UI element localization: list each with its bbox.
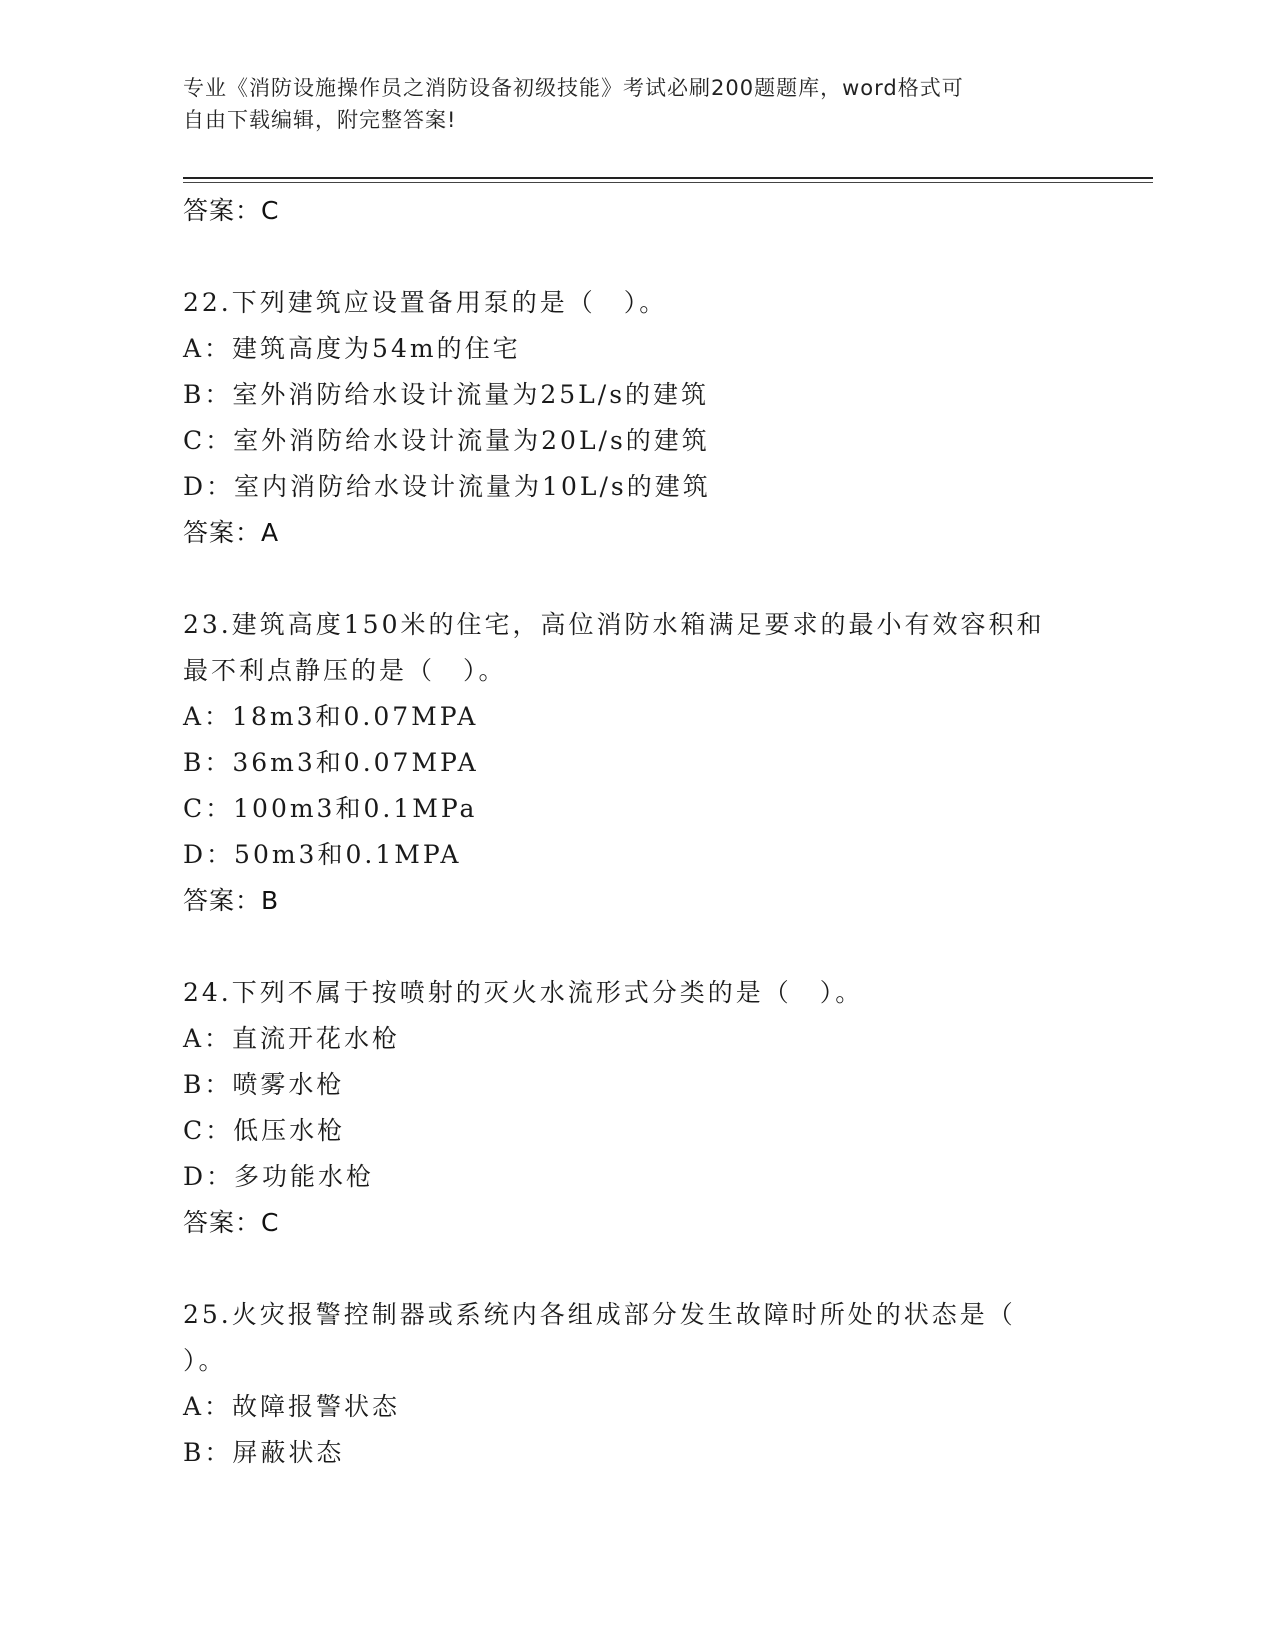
option-a: A：直流开花水枪: [183, 1024, 401, 1053]
option-c: C：室外消防给水设计流量为20L/s的建筑: [183, 426, 710, 455]
option-b: B：室外消防给水设计流量为25L/s的建筑: [183, 380, 710, 409]
answer-line: 答案：B: [183, 886, 280, 915]
spacer: [183, 924, 1083, 970]
header-divider-thin: [183, 182, 1153, 183]
question-list: [183, 188, 1083, 1476]
question-stem-continued: 最不利点静压的是（ ）。: [183, 656, 507, 685]
option-c: C：100m3和0.1MPa: [183, 794, 478, 823]
answer-line: 答案：C: [183, 196, 280, 225]
option-a: A：建筑高度为54m的住宅: [183, 334, 521, 363]
option-d: D：50m3和0.1MPA: [183, 840, 462, 869]
option-b: B：屏蔽状态: [183, 1438, 345, 1467]
spacer: [183, 556, 1083, 602]
question-stem: 22.下列建筑应设置备用泵的是（ ）。: [183, 288, 668, 317]
question-block: [183, 280, 1083, 556]
option-b: B：喷雾水枪: [183, 1070, 345, 1099]
question-stem: 24.下列不属于按喷射的灭火水流形式分类的是（ ）。: [183, 978, 864, 1007]
spacer: [183, 234, 1083, 280]
header-line-2: 自由下载编辑，附完整答案!: [183, 108, 457, 132]
question-stem: 25.火灾报警控制器或系统内各组成部分发生故障时所处的状态是（: [183, 1300, 1016, 1329]
question-block: [183, 970, 1083, 1246]
option-d: D：多功能水枪: [183, 1162, 375, 1191]
page-header: [183, 72, 1063, 136]
question-stem: 23.建筑高度150米的住宅，高位消防水箱满足要求的最小有效容积和: [183, 610, 1045, 639]
header-divider: [183, 177, 1153, 179]
option-a: A：18m3和0.07MPA: [183, 702, 479, 731]
header-line-1: 专业《消防设施操作员之消防设备初级技能》考试必刷200题题库，word格式可: [183, 76, 964, 100]
spacer: [183, 1246, 1083, 1292]
option-a: A：故障报警状态: [183, 1392, 401, 1421]
answer-line: 答案：A: [183, 518, 280, 547]
question-block: [183, 1292, 1083, 1476]
answer-line: 答案：C: [183, 1208, 280, 1237]
option-d: D：室内消防给水设计流量为10L/s的建筑: [183, 472, 711, 501]
option-c: C：低压水枪: [183, 1116, 346, 1145]
question-stem-continued: ）。: [183, 1346, 227, 1375]
option-b: B：36m3和0.07MPA: [183, 748, 479, 777]
question-block: [183, 602, 1083, 924]
